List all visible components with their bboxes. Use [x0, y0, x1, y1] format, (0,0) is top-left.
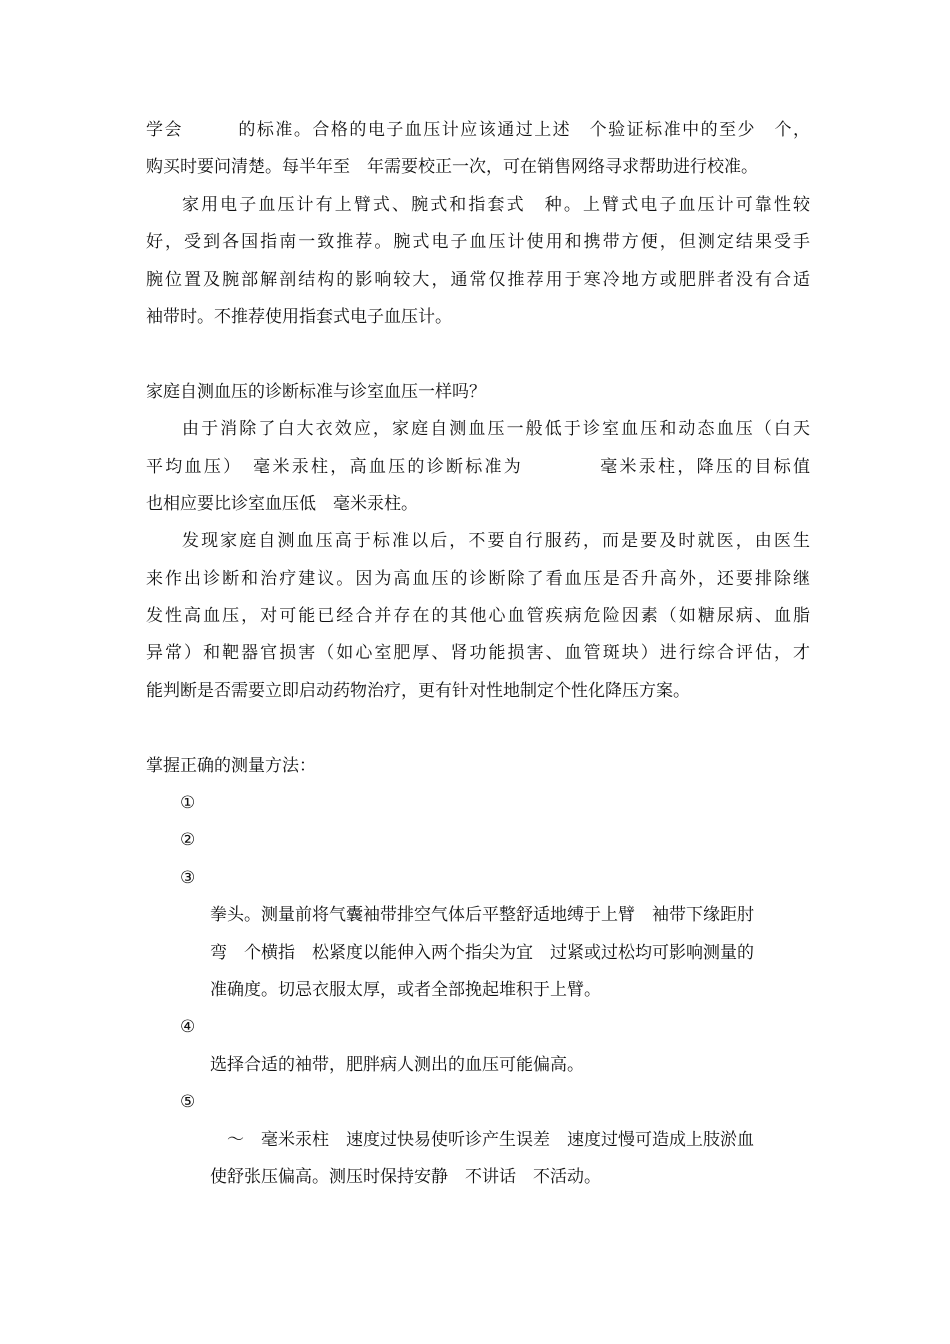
- text-line: 好，受到各国指南一致推荐。腕式电子血压计使用和携带方便，但测定结果受手: [146, 232, 810, 253]
- text-line: [146, 1009, 810, 1046]
- list-marker: ⑤: [180, 1092, 196, 1113]
- text-line: 购买时要问清楚。每半年至 年需要校正一次，可在销售网络寻求帮助进行校准。: [146, 157, 758, 178]
- paragraph-validation: [146, 112, 810, 187]
- list-marker: ④: [180, 1017, 196, 1038]
- text-line: 家用电子血压计有上臂式、腕式和指套式 种。上臂式电子血压计可靠性较: [182, 194, 810, 215]
- text-line: 学会 的标准。合格的电子血压计应该通过上述 个验证标准中的至少 个，: [146, 120, 810, 140]
- list-item: [146, 860, 810, 1010]
- list-item: [146, 785, 810, 822]
- text-line: 拳头。测量前将气囊袖带排空气体后平整舒适地缚于上臂 袖带下缘距肘: [210, 905, 754, 926]
- paragraph-see-doctor: [146, 523, 810, 710]
- text-line: 准确度。切忌衣服太厚，或者全部挽起堆积于上臂。: [210, 979, 601, 1000]
- text-line: [146, 785, 810, 822]
- text-line: 发性高血压，对可能已经合并存在的其他心血管疾病危险因素（如糖尿病、血脂: [146, 606, 810, 627]
- text-line: 平均血压） 毫米汞柱，高血压的诊断标准为 毫米汞柱，降压的目标值: [146, 456, 810, 477]
- list-marker: ②: [180, 830, 196, 851]
- measurement-steps-list: [146, 785, 810, 1196]
- text-line: 能判断是否需要立即启动药物治疗，更有针对性地制定个性化降压方案。: [146, 680, 690, 701]
- list-item: [146, 1084, 810, 1196]
- text-line: 也相应要比诊室血压低 毫米汞柱。: [146, 493, 418, 514]
- document-page: [146, 112, 810, 1196]
- spacer: [146, 336, 810, 373]
- list-marker: ③: [180, 867, 196, 888]
- list-item: [146, 1009, 810, 1084]
- text-line: 异常）和靶器官损害（如心室肥厚、肾功能损害、血管斑块）进行综合评估，才: [146, 643, 810, 664]
- text-line: 发现家庭自测血压高于标准以后，不要自行服药，而是要及时就医，由医生: [182, 531, 810, 552]
- spacer: [146, 710, 810, 747]
- text-line: [146, 822, 810, 859]
- text-line: 来作出诊断和治疗建议。因为高血压的诊断除了看血压是否升高外，还要排除继: [146, 568, 810, 589]
- text-line: [146, 1084, 810, 1121]
- paragraph-home-bp: [146, 411, 810, 523]
- paragraph-types: [146, 187, 810, 337]
- text-line: 使舒张压偏高。测压时保持安静 不讲话 不活动。: [210, 1166, 601, 1187]
- text-line: 袖带时。不推荐使用指套式电子血压计。: [146, 306, 452, 327]
- section-heading-method: 掌握正确的测量方法：: [146, 755, 316, 776]
- text-line: 腕位置及腕部解剖结构的影响较大，通常仅推荐用于寒冷地方或肥胖者没有合适: [146, 269, 810, 290]
- list-item: [146, 822, 810, 859]
- text-line: 由于消除了白大衣效应，家庭自测血压一般低于诊室血压和动态血压（白天: [182, 419, 810, 440]
- text-line: ～ 毫米汞柱 速度过快易使听诊产生误差 速度过慢可造成上肢淤血: [210, 1129, 754, 1150]
- list-marker: ①: [180, 793, 196, 814]
- text-line: 弯 个横指 松紧度以能伸入两个指尖为宜 过紧或过松均可影响测量的: [210, 942, 754, 963]
- text-line: 选择合适的袖带，肥胖病人测出的血压可能偏高。: [210, 1054, 584, 1075]
- section-heading-diagnosis: 家庭自测血压的诊断标准与诊室血压一样吗？: [146, 381, 486, 402]
- text-line: [146, 860, 810, 897]
